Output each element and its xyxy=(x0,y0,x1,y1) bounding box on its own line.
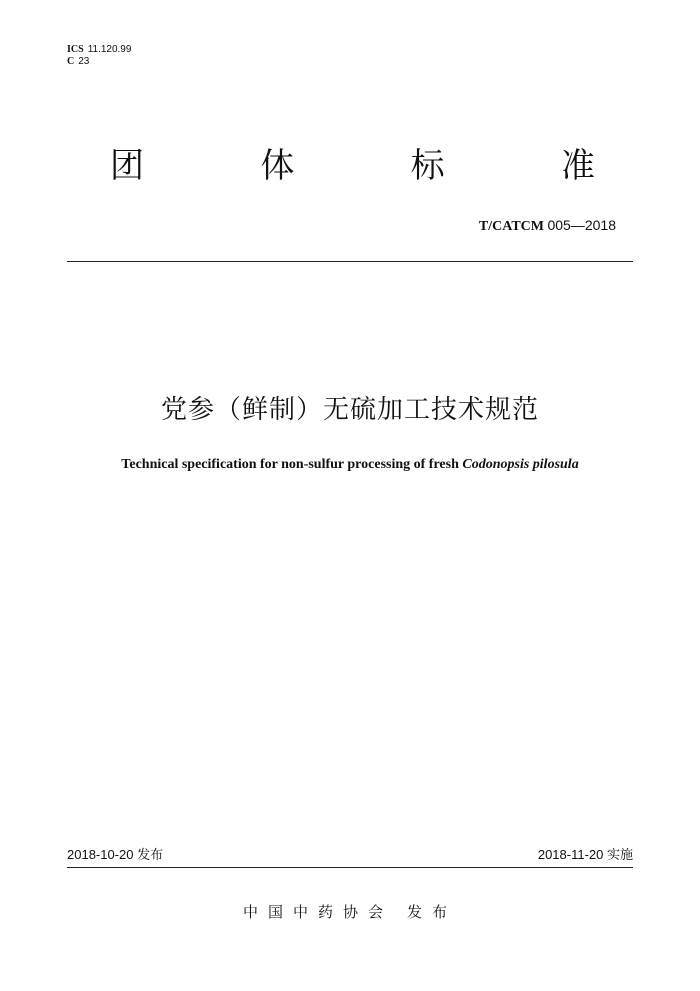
document-title-chinese: 党参（鲜制）无硫加工技术规范 xyxy=(160,395,539,425)
ics-value: 11.120.99 xyxy=(87,44,132,55)
ccs-value: 23 xyxy=(78,56,90,67)
classification-block xyxy=(67,44,131,68)
top-divider xyxy=(67,261,633,262)
standard-code xyxy=(479,216,616,236)
standard-type-char-1: 团 xyxy=(110,146,144,186)
title-english-plain: Technical specification for non-sulfur processing of fresh xyxy=(121,457,463,472)
ics-line xyxy=(67,44,131,56)
ics-label: ICS xyxy=(67,44,84,55)
title-english-species: Codonopsis pilosula xyxy=(462,457,579,472)
issue-date: 2018-10-20 发布 xyxy=(67,847,164,862)
standard-type-char-4: 准 xyxy=(560,146,595,186)
standard-code-number: 005—2018 xyxy=(547,217,616,233)
implementation-date: 2018-11-20 实施 xyxy=(537,847,633,862)
standard-type-char-2: 体 xyxy=(260,146,295,186)
standard-code-prefix: T/CATCM xyxy=(478,219,544,234)
bottom-divider xyxy=(67,867,633,868)
ccs-line xyxy=(67,56,131,68)
document-title-english xyxy=(0,456,700,474)
issuer-organization: 中国中药协会 xyxy=(242,903,393,921)
standard-type-heading xyxy=(110,144,595,188)
ccs-label: C xyxy=(67,56,75,67)
standard-type-char-3: 标 xyxy=(410,146,445,186)
issuer-action: 发布 xyxy=(407,903,458,921)
issuer-line xyxy=(0,902,700,922)
